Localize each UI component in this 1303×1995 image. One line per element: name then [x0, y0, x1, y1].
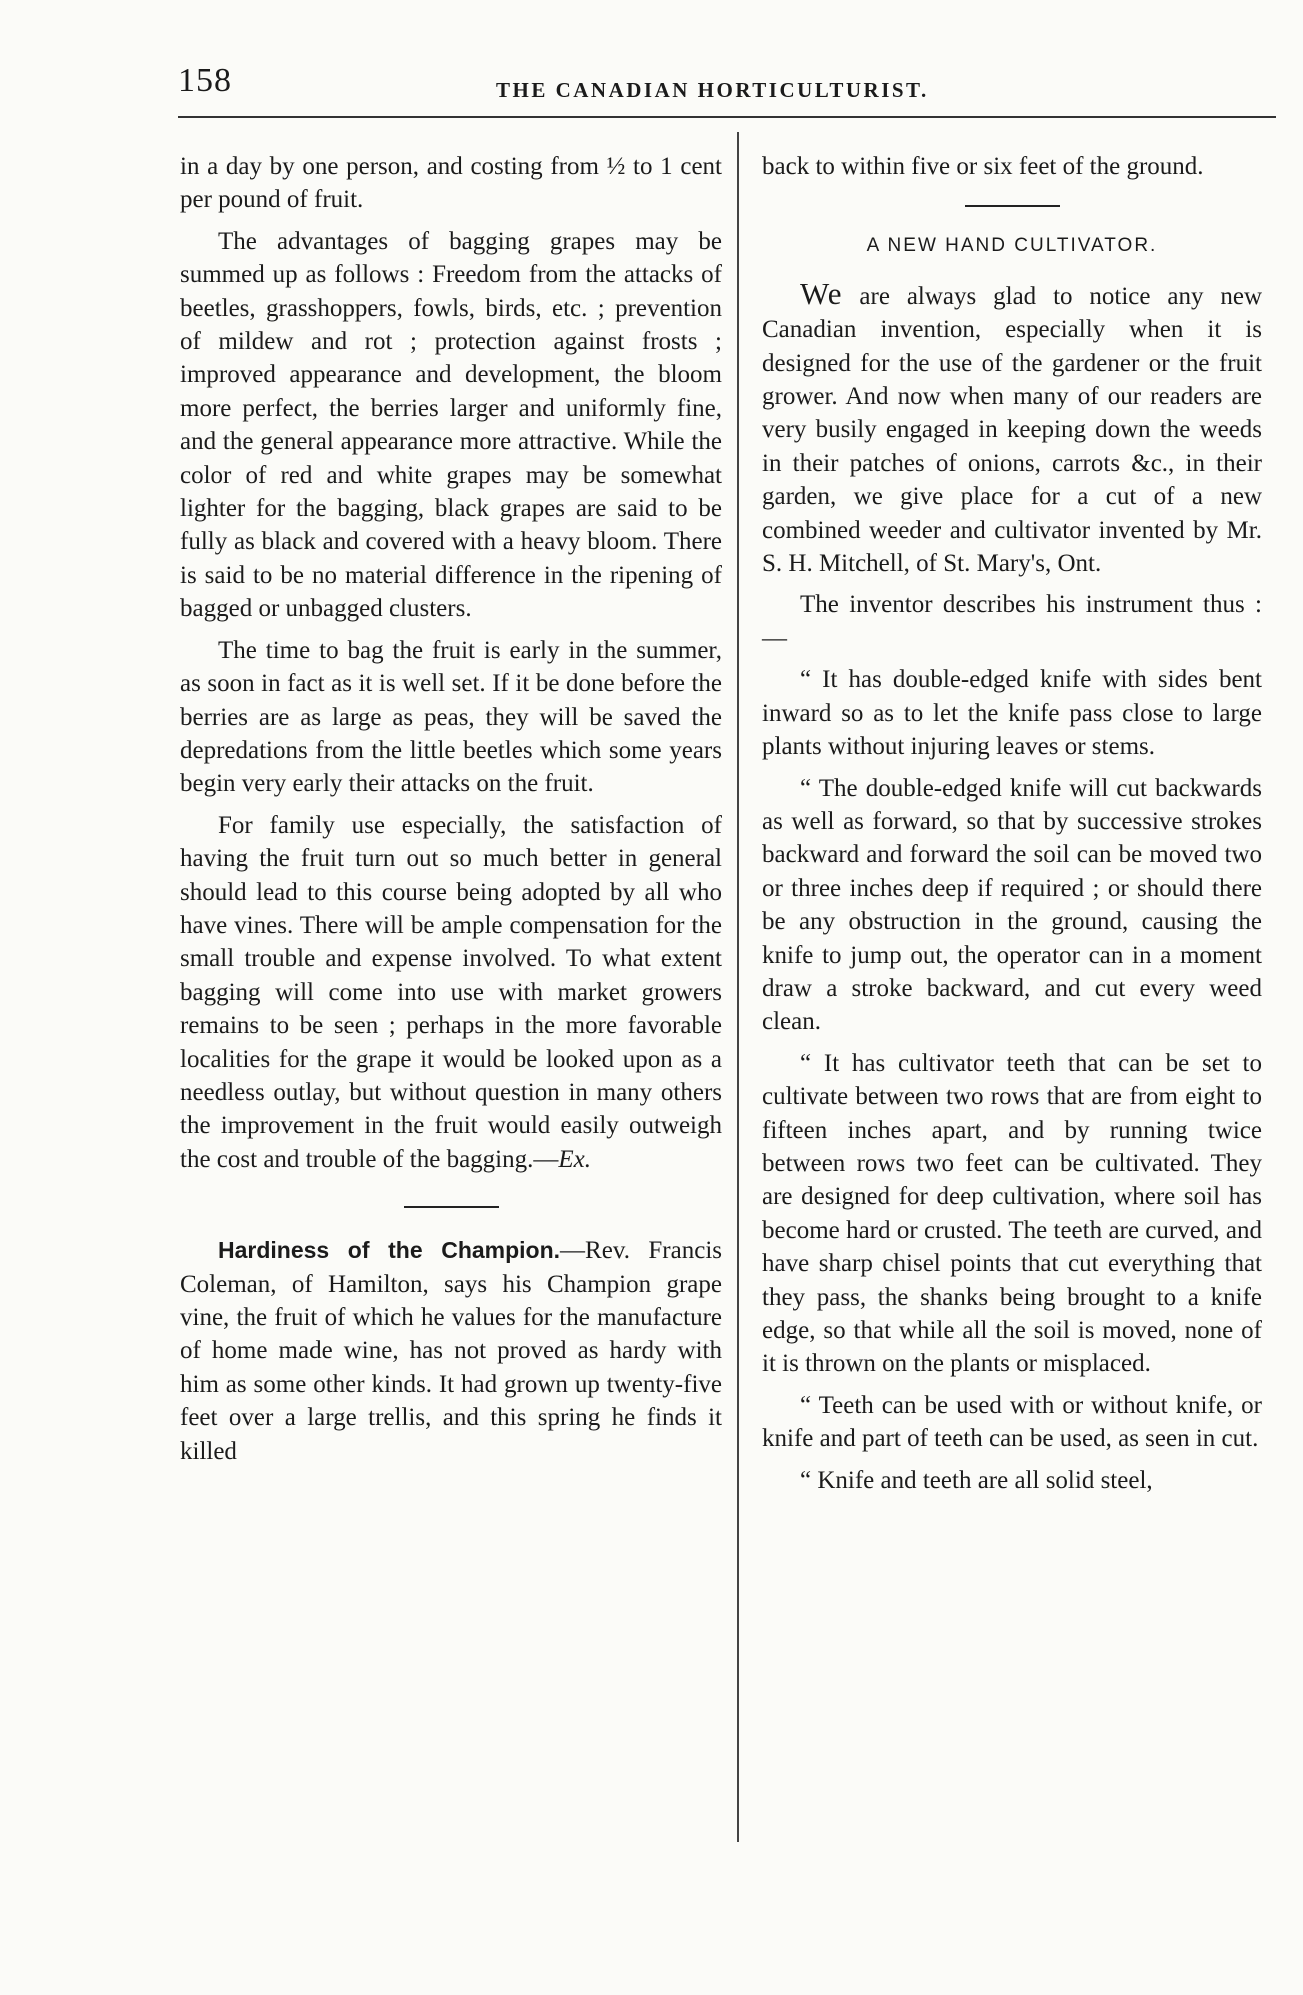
paragraph-text: are always glad to notice any new Canadian invention, especially when it is designed for the use of the gardener or the fruit grower. And now when many of our readers are very busily engaged in keeping down the weeds in their patches of onions, carrots &c., in their garden, we give place for a cut of a new combined weeder and cultivator invented by Mr. S. H. Mitchell, of St. Mary's, Ont. [762, 282, 1262, 578]
paragraph: The advantages of bagging grapes may be summed up as follows : Freedom from the attacks of beetles, grasshoppers, fowls, birds, etc. ; prevention of mildew and rot ; protection against frosts ; improved appearance and development, the bloom more perfect, the berries larger and uniformly fine, and the general appearance more attractive. While the color of red and white grapes may be somewhat lighter for the bagging, black grapes are said to be fully as black and covered with a heavy bloom. There is said to be no material difference in the ripening of bagged or unbagged clusters. [180, 227, 722, 623]
paragraph-text: —Rev. Francis Coleman, of Hamilton, says his Champion grape vine, the fruit of which he values for the manufacture of home made wine, has not proved as hardy with him as some other kinds. It had grown up twenty-five feet over a large trellis, and this spring he finds it killed [180, 1237, 722, 1465]
section-title: A NEW HAND CULTIVATOR. [866, 235, 1158, 257]
paragraph: in a day by one person, and costing from ½ to 1 cent per pound of fruit. [180, 153, 722, 214]
drop-cap: We [800, 275, 843, 311]
running-title: THE CANADIAN HORTICULTURIST. [496, 78, 929, 102]
paragraph: “ It has cultivator teeth that can be set to cultivate between two rows that are from eight to fifteen inches apart, and by running twice between rows two feet can be cultivated. They are designed for deep cultivation, where soil has become hard or crusted. The teeth are curved, and have sharp chisel points that cut everything that they pass, the shanks being brought to a knife edge, so that while all the soil is moved, none of it is thrown on the plants or misplaced. [762, 1049, 1262, 1378]
paragraph-text: For family use especially, the satisfaction of having the fruit turn out so much better in general should lead to this course being adopted by all who have vines. There will be ample compensation for the small trouble and expense involved. To what extent bagging will come into use with market growers remains to be seen ; perhaps in the more favorable localities for the grape it would be looked upon as a needless outlay, but without question in many others the improvement in the fruit would easily outweigh the cost and trouble of the bagging.— [180, 811, 722, 1173]
left-column [180, 150, 722, 1476]
header-rule [178, 116, 1276, 118]
paragraph: The inventor describes his instrument thus :— [762, 591, 1262, 652]
right-column [762, 150, 1262, 1505]
paragraph: “ Teeth can be used with or without knife, or knife and part of teeth can be used, as seen in cut. [762, 1391, 1262, 1453]
paragraph: “ Knife and teeth are all solid steel, [800, 1466, 1153, 1494]
paragraph [180, 809, 722, 1176]
paragraph: The time to bag the fruit is early in the summer, as soon in fact as it is well set. If it be done before the berries are as large as peas, they will be saved the depredations from the little beetles which some years begin very early their attacks on the fruit. [180, 636, 722, 798]
paragraph: back to within five or six feet of the ground. [762, 153, 1204, 180]
section-divider [404, 1206, 499, 1208]
section-divider [965, 205, 1060, 207]
page-header [178, 62, 1276, 110]
page-number: 158 [178, 62, 232, 99]
column-divider [737, 132, 739, 1842]
paragraph: “ It has double-edged knife with sides bent inward so as to let the knife pass close to large plants without injuring leaves or stems. [762, 666, 1262, 761]
source-abbrev: Ex. [558, 1145, 592, 1173]
intro-paragraph [762, 277, 1262, 581]
paragraph: “ The double-edged knife will cut backwards as well as forward, so that by successive strokes backward and forward the soil can be moved two or three inches deep if required ; or should there be any obstruction in the ground, causing the knife to jump out, the operator can in a moment draw a stroke backward, and cut every weed clean. [762, 774, 1262, 1036]
hardiness-paragraph [180, 1234, 722, 1468]
run-in-heading: Hardiness of the Champion. [218, 1237, 561, 1264]
